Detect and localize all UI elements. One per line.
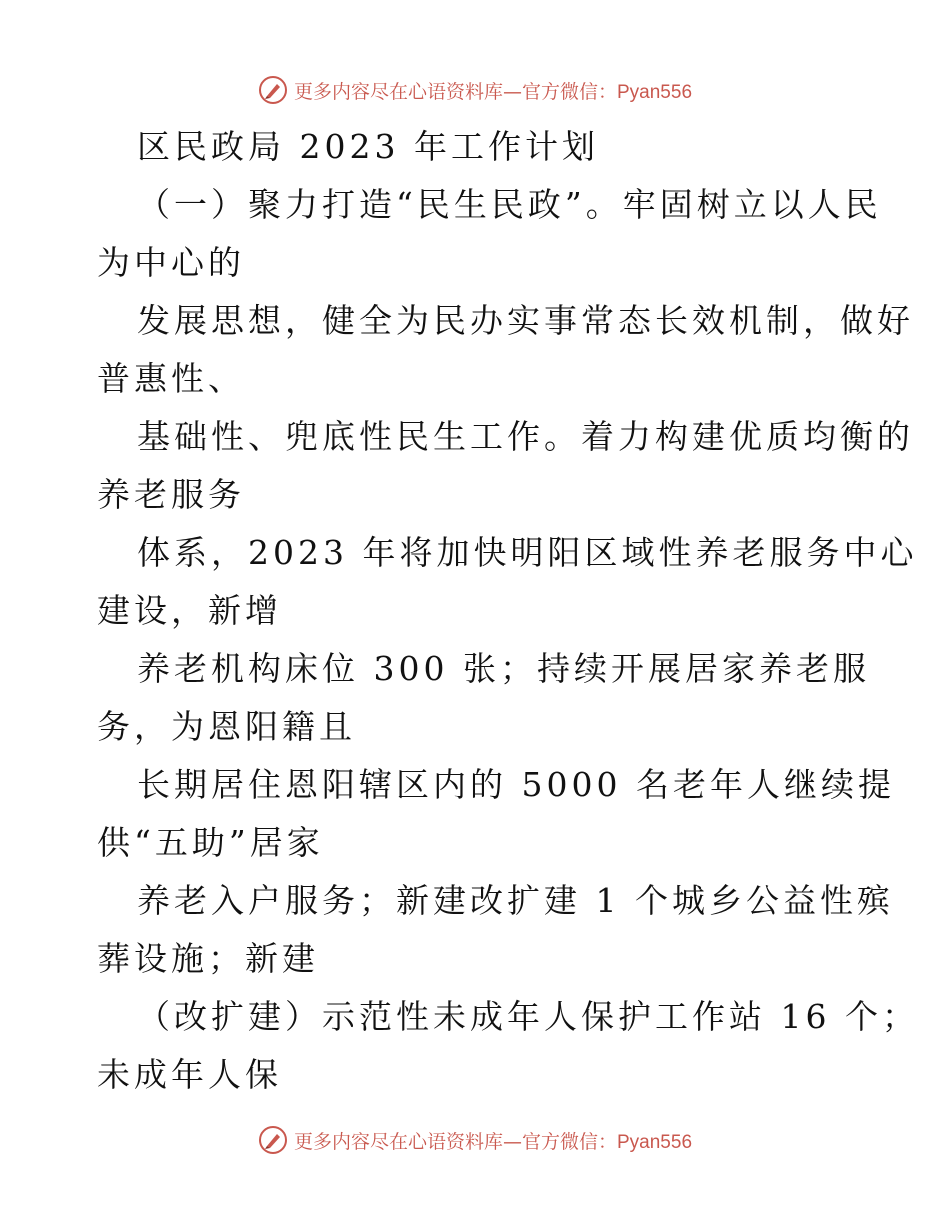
text-line: 供“五助”居家 [97, 823, 324, 862]
text-line: 未成年人保 [97, 1055, 282, 1094]
text-line: 普惠性、 [97, 359, 245, 398]
text-line: （改扩建）示范性未成年人保护工作站 16 个； [137, 997, 919, 1036]
text-line: 区民政局 2023 年工作计划 [137, 127, 599, 166]
text-line: 务，为恩阳籍且 [97, 707, 356, 746]
text-line: 葬设施；新建 [97, 939, 319, 978]
watermark-text: 更多内容尽在心语资料库—官方微信：Pyan556 [293, 80, 693, 103]
text-line: 养老服务 [97, 475, 245, 514]
text-line: 体系，2023 年将加快明阳区域性养老服务中心 [137, 533, 918, 572]
text-line: 基础性、兜底性民生工作。着力构建优质均衡的 [137, 417, 914, 456]
header-watermark [0, 70, 950, 110]
pen-nib-logo-icon [258, 1125, 288, 1155]
text-line: （一）聚力打造“民生民政”。牢固树立以人民 [137, 185, 882, 224]
watermark-text: 更多内容尽在心语资料库—官方微信：Pyan556 [293, 1130, 693, 1153]
text-line: 为中心的 [97, 243, 245, 282]
text-line: 养老入户服务；新建改扩建 1 个城乡公益性殡 [137, 881, 894, 920]
text-line: 发展思想，健全为民办实事常态长效机制，做好 [137, 301, 914, 340]
text-line: 养老机构床位 300 张；持续开展居家养老服 [137, 649, 870, 688]
footer-watermark [0, 1120, 950, 1160]
document-body [97, 118, 919, 1104]
pen-nib-logo-icon [258, 75, 288, 105]
text-line: 长期居住恩阳辖区内的 5000 名老年人继续提 [137, 765, 895, 804]
text-line: 建设，新增 [97, 591, 282, 630]
